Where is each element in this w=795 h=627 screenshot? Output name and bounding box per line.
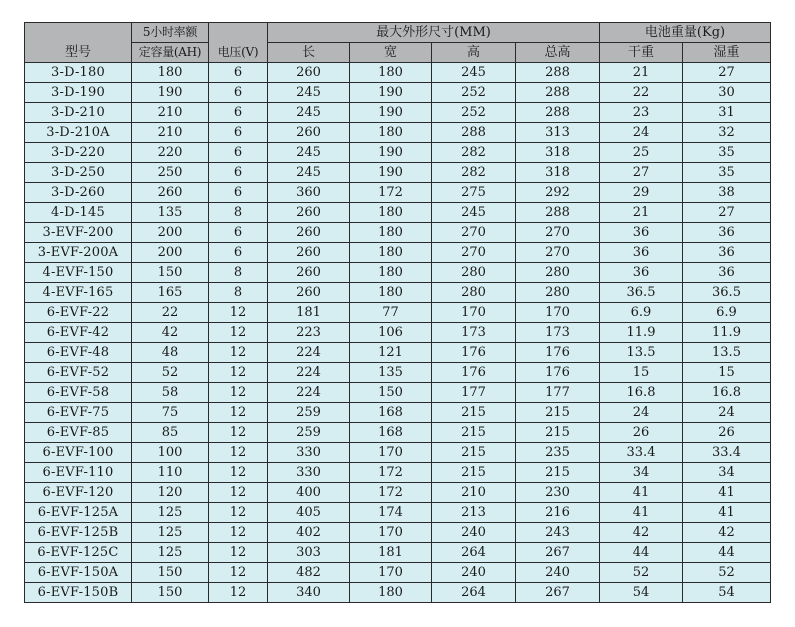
cell-voltage: 12 — [209, 363, 268, 383]
cell-capacity: 75 — [132, 403, 209, 423]
cell-model: 3-EVF-200A — [25, 243, 132, 263]
cell-voltage: 6 — [209, 163, 268, 183]
cell-capacity: 52 — [132, 363, 209, 383]
cell-dry-weight: 44 — [600, 543, 683, 563]
cell-wet-weight: 32 — [683, 123, 771, 143]
cell-capacity: 125 — [132, 543, 209, 563]
cell-total-height: 288 — [516, 63, 600, 83]
cell-model: 6-EVF-125C — [25, 543, 132, 563]
cell-height: 215 — [432, 463, 516, 483]
cell-height: 245 — [432, 203, 516, 223]
cell-total-height: 173 — [516, 323, 600, 343]
cell-height: 170 — [432, 303, 516, 323]
cell-wet-weight: 36 — [683, 223, 771, 243]
cell-model: 6-EVF-42 — [25, 323, 132, 343]
cell-length: 259 — [268, 423, 350, 443]
cell-length: 260 — [268, 223, 350, 243]
cell-wet-weight: 27 — [683, 63, 771, 83]
header-weight — [600, 23, 771, 43]
cell-model: 3-D-210 — [25, 103, 132, 123]
cell-wet-weight: 11.9 — [683, 323, 771, 343]
cell-wet-weight: 27 — [683, 203, 771, 223]
cell-width: 150 — [350, 383, 432, 403]
cell-length: 405 — [268, 503, 350, 523]
table-row — [25, 383, 771, 403]
cell-length: 259 — [268, 403, 350, 423]
cell-total-height: 288 — [516, 203, 600, 223]
cell-voltage: 8 — [209, 283, 268, 303]
cell-model: 3-D-210A — [25, 123, 132, 143]
cell-height: 282 — [432, 143, 516, 163]
cell-width: 190 — [350, 83, 432, 103]
cell-height: 176 — [432, 343, 516, 363]
cell-voltage: 6 — [209, 243, 268, 263]
cell-dry-weight: 22 — [600, 83, 683, 103]
cell-dry-weight: 52 — [600, 563, 683, 583]
cell-wet-weight: 41 — [683, 483, 771, 503]
cell-total-height: 280 — [516, 263, 600, 283]
cell-total-height: 215 — [516, 403, 600, 423]
cell-total-height: 288 — [516, 83, 600, 103]
cell-capacity: 100 — [132, 443, 209, 463]
cell-capacity: 220 — [132, 143, 209, 163]
cell-voltage: 12 — [209, 483, 268, 503]
cell-length: 224 — [268, 383, 350, 403]
cell-width: 180 — [350, 203, 432, 223]
cell-total-height: 176 — [516, 363, 600, 383]
header-length: 长 — [268, 43, 350, 63]
cell-width: 180 — [350, 283, 432, 303]
cell-width: 168 — [350, 403, 432, 423]
cell-dry-weight: 33.4 — [600, 443, 683, 463]
cell-height: 215 — [432, 403, 516, 423]
cell-wet-weight: 44 — [683, 543, 771, 563]
cell-dry-weight: 29 — [600, 183, 683, 203]
cell-width: 174 — [350, 503, 432, 523]
cell-model: 6-EVF-120 — [25, 483, 132, 503]
table-row — [25, 123, 771, 143]
cell-total-height: 230 — [516, 483, 600, 503]
cell-voltage: 12 — [209, 523, 268, 543]
cell-total-height: 215 — [516, 423, 600, 443]
cell-height: 215 — [432, 443, 516, 463]
cell-length: 330 — [268, 463, 350, 483]
cell-height: 275 — [432, 183, 516, 203]
cell-model: 6-EVF-150A — [25, 563, 132, 583]
cell-width: 170 — [350, 563, 432, 583]
cell-capacity: 165 — [132, 283, 209, 303]
cell-total-height: 240 — [516, 563, 600, 583]
cell-height: 288 — [432, 123, 516, 143]
cell-dry-weight: 41 — [600, 483, 683, 503]
cell-total-height: 318 — [516, 143, 600, 163]
cell-voltage: 12 — [209, 323, 268, 343]
table-row — [25, 83, 771, 103]
cell-model: 6-EVF-125A — [25, 503, 132, 523]
cell-dry-weight: 36 — [600, 263, 683, 283]
cell-wet-weight: 16.8 — [683, 383, 771, 403]
cell-dry-weight: 11.9 — [600, 323, 683, 343]
battery-spec-table-wrapper — [24, 22, 771, 603]
cell-total-height: 216 — [516, 503, 600, 523]
table-row — [25, 343, 771, 363]
cell-height: 252 — [432, 103, 516, 123]
cell-length: 260 — [268, 243, 350, 263]
header-dimensions — [268, 23, 600, 43]
cell-width: 180 — [350, 63, 432, 83]
cell-total-height: 235 — [516, 443, 600, 463]
cell-dry-weight: 21 — [600, 63, 683, 83]
cell-model: 6-EVF-75 — [25, 403, 132, 423]
cell-dry-weight: 26 — [600, 423, 683, 443]
cell-wet-weight: 30 — [683, 83, 771, 103]
table-row — [25, 143, 771, 163]
cell-dry-weight: 15 — [600, 363, 683, 383]
cell-capacity: 200 — [132, 223, 209, 243]
cell-dry-weight: 42 — [600, 523, 683, 543]
header-capacity-label-2: 定容量(AH) — [138, 45, 202, 59]
cell-dry-weight: 36 — [600, 223, 683, 243]
cell-voltage: 8 — [209, 263, 268, 283]
cell-total-height: 318 — [516, 163, 600, 183]
cell-length: 223 — [268, 323, 350, 343]
table-row — [25, 223, 771, 243]
cell-model: 6-EVF-22 — [25, 303, 132, 323]
cell-total-height: 267 — [516, 583, 600, 603]
cell-wet-weight: 36 — [683, 263, 771, 283]
cell-width: 170 — [350, 523, 432, 543]
cell-length: 340 — [268, 583, 350, 603]
cell-model: 6-EVF-110 — [25, 463, 132, 483]
cell-capacity: 48 — [132, 343, 209, 363]
cell-model: 3-D-180 — [25, 63, 132, 83]
cell-height: 173 — [432, 323, 516, 343]
cell-total-height: 215 — [516, 463, 600, 483]
cell-dry-weight: 27 — [600, 163, 683, 183]
battery-spec-table — [24, 22, 771, 603]
cell-capacity: 125 — [132, 523, 209, 543]
cell-dry-weight: 24 — [600, 403, 683, 423]
cell-model: 6-EVF-85 — [25, 423, 132, 443]
cell-voltage: 12 — [209, 403, 268, 423]
header-row-bottom — [25, 43, 771, 63]
header-capacity-line1 — [132, 23, 209, 43]
table-row — [25, 563, 771, 583]
cell-dry-weight: 36.5 — [600, 283, 683, 303]
cell-wet-weight: 26 — [683, 423, 771, 443]
cell-voltage: 12 — [209, 343, 268, 363]
cell-voltage: 6 — [209, 103, 268, 123]
cell-total-height: 270 — [516, 243, 600, 263]
cell-voltage: 6 — [209, 83, 268, 103]
cell-voltage: 12 — [209, 303, 268, 323]
cell-capacity: 210 — [132, 123, 209, 143]
cell-dry-weight: 13.5 — [600, 343, 683, 363]
cell-width: 181 — [350, 543, 432, 563]
cell-voltage: 6 — [209, 63, 268, 83]
cell-width: 180 — [350, 583, 432, 603]
table-row — [25, 163, 771, 183]
table-row — [25, 363, 771, 383]
cell-dry-weight: 21 — [600, 203, 683, 223]
cell-capacity: 120 — [132, 483, 209, 503]
header-wet-weight: 湿重 — [683, 43, 771, 63]
cell-capacity: 22 — [132, 303, 209, 323]
cell-height: 264 — [432, 543, 516, 563]
cell-dry-weight: 24 — [600, 123, 683, 143]
header-weight-label: 电池重量(Kg) — [644, 25, 726, 40]
table-row — [25, 583, 771, 603]
header-dimensions-label: 最大外形尺寸(MM) — [376, 25, 491, 40]
cell-height: 240 — [432, 563, 516, 583]
cell-dry-weight: 34 — [600, 463, 683, 483]
cell-model: 6-EVF-125B — [25, 523, 132, 543]
cell-length: 181 — [268, 303, 350, 323]
cell-total-height: 170 — [516, 303, 600, 323]
cell-voltage: 6 — [209, 183, 268, 203]
table-row — [25, 303, 771, 323]
cell-length: 402 — [268, 523, 350, 543]
header-capacity-line2 — [132, 43, 209, 63]
cell-length: 245 — [268, 163, 350, 183]
header-height: 高 — [432, 43, 516, 63]
cell-model: 4-EVF-150 — [25, 263, 132, 283]
cell-model: 3-D-250 — [25, 163, 132, 183]
cell-width: 190 — [350, 143, 432, 163]
header-row-top — [25, 23, 771, 43]
table-row — [25, 503, 771, 523]
cell-voltage: 12 — [209, 503, 268, 523]
cell-width: 172 — [350, 463, 432, 483]
cell-dry-weight: 25 — [600, 143, 683, 163]
cell-wet-weight: 52 — [683, 563, 771, 583]
cell-voltage: 6 — [209, 143, 268, 163]
header-voltage — [209, 23, 268, 63]
cell-length: 260 — [268, 263, 350, 283]
cell-width: 170 — [350, 443, 432, 463]
cell-capacity: 200 — [132, 243, 209, 263]
table-row — [25, 243, 771, 263]
cell-model: 3-D-190 — [25, 83, 132, 103]
table-row — [25, 203, 771, 223]
cell-model: 6-EVF-52 — [25, 363, 132, 383]
cell-capacity: 210 — [132, 103, 209, 123]
cell-width: 168 — [350, 423, 432, 443]
cell-total-height: 176 — [516, 343, 600, 363]
cell-length: 245 — [268, 103, 350, 123]
cell-capacity: 250 — [132, 163, 209, 183]
cell-height: 176 — [432, 363, 516, 383]
header-model-label: 型号 — [64, 45, 91, 60]
cell-width: 106 — [350, 323, 432, 343]
cell-model: 4-D-145 — [25, 203, 132, 223]
cell-width: 77 — [350, 303, 432, 323]
cell-capacity: 180 — [132, 63, 209, 83]
table-row — [25, 463, 771, 483]
cell-length: 260 — [268, 63, 350, 83]
cell-width: 172 — [350, 483, 432, 503]
cell-dry-weight: 6.9 — [600, 303, 683, 323]
cell-wet-weight: 15 — [683, 363, 771, 383]
cell-height: 252 — [432, 83, 516, 103]
table-row — [25, 323, 771, 343]
table-row — [25, 443, 771, 463]
table-row — [25, 183, 771, 203]
cell-voltage: 12 — [209, 423, 268, 443]
table-row — [25, 283, 771, 303]
cell-model: 3-D-220 — [25, 143, 132, 163]
cell-capacity: 42 — [132, 323, 209, 343]
cell-total-height: 267 — [516, 543, 600, 563]
cell-capacity: 150 — [132, 563, 209, 583]
cell-voltage: 12 — [209, 463, 268, 483]
cell-capacity: 150 — [132, 583, 209, 603]
header-capacity-label-1: 5小时率额 — [142, 25, 198, 39]
cell-dry-weight: 41 — [600, 503, 683, 523]
cell-height: 270 — [432, 243, 516, 263]
cell-model: 3-D-260 — [25, 183, 132, 203]
cell-height: 270 — [432, 223, 516, 243]
cell-total-height: 280 — [516, 283, 600, 303]
cell-height: 213 — [432, 503, 516, 523]
cell-voltage: 12 — [209, 543, 268, 563]
cell-length: 303 — [268, 543, 350, 563]
cell-dry-weight: 23 — [600, 103, 683, 123]
cell-length: 482 — [268, 563, 350, 583]
cell-height: 210 — [432, 483, 516, 503]
cell-model: 6-EVF-150B — [25, 583, 132, 603]
cell-dry-weight: 16.8 — [600, 383, 683, 403]
cell-length: 260 — [268, 283, 350, 303]
header-model — [25, 23, 132, 63]
cell-model: 6-EVF-58 — [25, 383, 132, 403]
cell-total-height: 292 — [516, 183, 600, 203]
cell-height: 264 — [432, 583, 516, 603]
cell-model: 6-EVF-100 — [25, 443, 132, 463]
cell-wet-weight: 36 — [683, 243, 771, 263]
cell-length: 360 — [268, 183, 350, 203]
cell-wet-weight: 54 — [683, 583, 771, 603]
header-total-height: 总高 — [516, 43, 600, 63]
cell-capacity: 150 — [132, 263, 209, 283]
cell-total-height: 243 — [516, 523, 600, 543]
cell-length: 224 — [268, 343, 350, 363]
cell-wet-weight: 41 — [683, 503, 771, 523]
cell-voltage: 12 — [209, 383, 268, 403]
cell-wet-weight: 34 — [683, 463, 771, 483]
cell-height: 280 — [432, 283, 516, 303]
cell-model: 6-EVF-48 — [25, 343, 132, 363]
cell-voltage: 12 — [209, 583, 268, 603]
cell-width: 190 — [350, 163, 432, 183]
cell-width: 172 — [350, 183, 432, 203]
table-row — [25, 523, 771, 543]
cell-wet-weight: 13.5 — [683, 343, 771, 363]
table-row — [25, 103, 771, 123]
cell-height: 282 — [432, 163, 516, 183]
cell-voltage: 12 — [209, 443, 268, 463]
cell-length: 245 — [268, 143, 350, 163]
cell-total-height: 288 — [516, 103, 600, 123]
cell-voltage: 12 — [209, 563, 268, 583]
cell-width: 180 — [350, 263, 432, 283]
cell-length: 400 — [268, 483, 350, 503]
table-header — [25, 23, 771, 63]
cell-capacity: 125 — [132, 503, 209, 523]
cell-wet-weight: 6.9 — [683, 303, 771, 323]
table-row — [25, 263, 771, 283]
cell-height: 280 — [432, 263, 516, 283]
cell-wet-weight: 35 — [683, 163, 771, 183]
cell-wet-weight: 42 — [683, 523, 771, 543]
table-row — [25, 543, 771, 563]
cell-height: 177 — [432, 383, 516, 403]
cell-model: 4-EVF-165 — [25, 283, 132, 303]
cell-width: 180 — [350, 223, 432, 243]
cell-capacity: 135 — [132, 203, 209, 223]
cell-capacity: 58 — [132, 383, 209, 403]
cell-height: 245 — [432, 63, 516, 83]
cell-wet-weight: 33.4 — [683, 443, 771, 463]
cell-height: 215 — [432, 423, 516, 443]
cell-width: 135 — [350, 363, 432, 383]
header-voltage-label: 电压(V) — [217, 45, 259, 59]
header-dry-weight: 干重 — [600, 43, 683, 63]
cell-capacity: 85 — [132, 423, 209, 443]
cell-height: 240 — [432, 523, 516, 543]
cell-width: 180 — [350, 243, 432, 263]
cell-length: 330 — [268, 443, 350, 463]
cell-dry-weight: 36 — [600, 243, 683, 263]
cell-wet-weight: 31 — [683, 103, 771, 123]
cell-capacity: 260 — [132, 183, 209, 203]
cell-length: 245 — [268, 83, 350, 103]
cell-length: 260 — [268, 203, 350, 223]
cell-total-height: 313 — [516, 123, 600, 143]
table-body — [25, 63, 771, 603]
cell-total-height: 177 — [516, 383, 600, 403]
cell-voltage: 6 — [209, 123, 268, 143]
header-width: 宽 — [350, 43, 432, 63]
cell-model: 3-EVF-200 — [25, 223, 132, 243]
cell-capacity: 190 — [132, 83, 209, 103]
cell-length: 224 — [268, 363, 350, 383]
cell-wet-weight: 24 — [683, 403, 771, 423]
table-row — [25, 63, 771, 83]
cell-wet-weight: 38 — [683, 183, 771, 203]
table-row — [25, 403, 771, 423]
cell-width: 121 — [350, 343, 432, 363]
cell-voltage: 8 — [209, 203, 268, 223]
cell-wet-weight: 36.5 — [683, 283, 771, 303]
cell-width: 190 — [350, 103, 432, 123]
cell-dry-weight: 54 — [600, 583, 683, 603]
cell-wet-weight: 35 — [683, 143, 771, 163]
cell-voltage: 6 — [209, 223, 268, 243]
cell-width: 180 — [350, 123, 432, 143]
cell-capacity: 110 — [132, 463, 209, 483]
cell-length: 260 — [268, 123, 350, 143]
table-row — [25, 423, 771, 443]
cell-total-height: 270 — [516, 223, 600, 243]
table-row — [25, 483, 771, 503]
